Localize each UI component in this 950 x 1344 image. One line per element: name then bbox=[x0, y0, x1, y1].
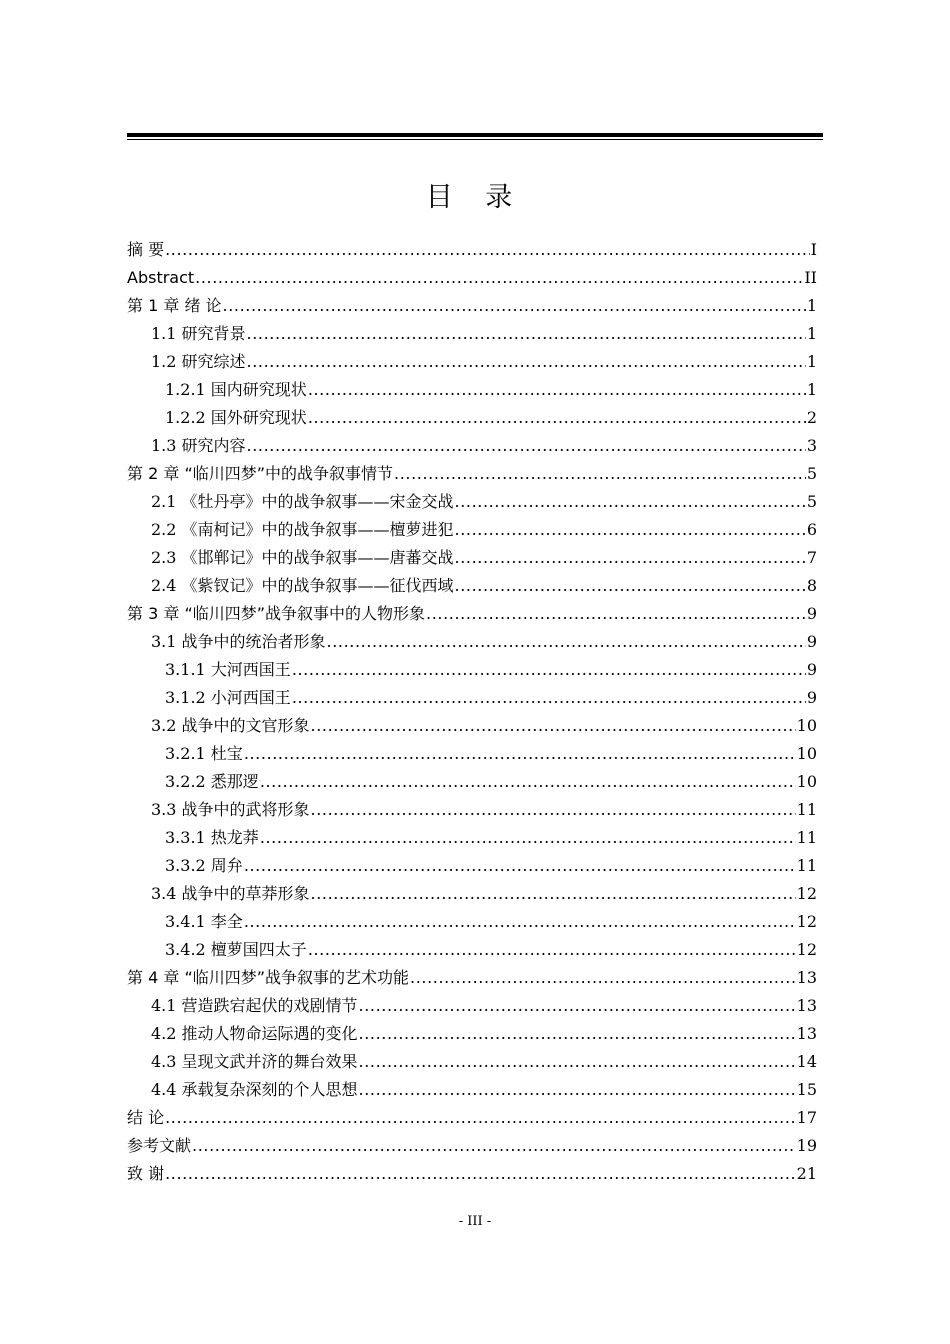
toc-dot-leader bbox=[327, 628, 806, 656]
toc-dot-leader bbox=[394, 460, 806, 488]
toc-dot-leader bbox=[247, 348, 806, 376]
toc-dot-leader bbox=[359, 1076, 796, 1104]
toc-entry-label: 结 论 bbox=[127, 1108, 165, 1127]
toc-entry-label: 2.1 《牡丹亭》中的战争叙事——宋金交战 bbox=[151, 492, 454, 511]
toc-entry-page-number: 1 bbox=[806, 352, 817, 371]
toc-entry-label: 3.1.1 大河西国王 bbox=[165, 660, 291, 679]
header-rule-thin bbox=[127, 139, 823, 140]
toc-entry[interactable] bbox=[127, 880, 817, 908]
toc-entry[interactable] bbox=[127, 264, 817, 292]
toc-entry[interactable] bbox=[127, 460, 817, 488]
toc-entry-label: 第 1 章 绪 论 bbox=[127, 296, 222, 315]
toc-entry-label: 3.4.1 李全 bbox=[165, 912, 243, 931]
toc-entry[interactable] bbox=[127, 1132, 817, 1160]
toc-entry[interactable] bbox=[127, 1160, 817, 1188]
toc-dot-leader bbox=[244, 852, 796, 880]
toc-entry-page-number: 13 bbox=[796, 996, 817, 1015]
toc-entry-label: 2.3 《邯郸记》中的战争叙事——唐蕃交战 bbox=[151, 548, 454, 567]
toc-entry-label: 3.4 战争中的草莽形象 bbox=[151, 884, 310, 903]
toc-entry[interactable] bbox=[127, 516, 817, 544]
toc-entry-page-number: 12 bbox=[796, 912, 817, 931]
toc-dot-leader bbox=[410, 964, 796, 992]
toc-entry-label: 2.4 《紫钗记》中的战争叙事——征伐西域 bbox=[151, 576, 454, 595]
toc-dot-leader bbox=[244, 740, 796, 768]
toc-entry-page-number: 6 bbox=[806, 520, 817, 539]
toc-entry-page-number: 10 bbox=[796, 744, 817, 763]
toc-entry-page-number: 5 bbox=[806, 464, 817, 483]
toc-entry-label: 3.1.2 小河西国王 bbox=[165, 688, 291, 707]
toc-dot-leader bbox=[247, 432, 806, 460]
toc-dot-leader bbox=[247, 320, 806, 348]
toc-entry-label: 第 4 章 “临川四梦”战争叙事的艺术功能 bbox=[127, 968, 410, 987]
toc-entry-page-number: 9 bbox=[806, 660, 817, 679]
toc-entry-label: Abstract bbox=[127, 268, 195, 287]
toc-entry-label: 4.3 呈现文武并济的舞台效果 bbox=[151, 1052, 358, 1071]
toc-entry[interactable] bbox=[127, 712, 817, 740]
toc-entry-label: 3.3.1 热龙莽 bbox=[165, 828, 259, 847]
toc-entry[interactable] bbox=[127, 292, 817, 320]
toc-entry-label: 第 2 章 “临川四梦”中的战争叙事情节 bbox=[127, 464, 394, 483]
toc-entry-label: 1.3 研究内容 bbox=[151, 436, 246, 455]
toc-entry-label: 3.3 战争中的武将形象 bbox=[151, 800, 310, 819]
toc-entry[interactable] bbox=[127, 320, 817, 348]
toc-entry[interactable] bbox=[127, 376, 817, 404]
toc-dot-leader bbox=[165, 1160, 796, 1188]
toc-entry[interactable] bbox=[127, 908, 817, 936]
table-of-contents bbox=[127, 236, 817, 1188]
toc-entry[interactable] bbox=[127, 348, 817, 376]
toc-entry-label: 参考文献 bbox=[127, 1136, 192, 1155]
toc-entry-page-number: 10 bbox=[796, 716, 817, 735]
toc-entry-page-number: 3 bbox=[806, 436, 817, 455]
toc-dot-leader bbox=[195, 264, 803, 292]
toc-entry-label: 3.2.2 悉那逻 bbox=[165, 772, 259, 791]
toc-entry-page-number: 8 bbox=[806, 576, 817, 595]
toc-entry[interactable] bbox=[127, 992, 817, 1020]
toc-entry-page-number: II bbox=[804, 268, 817, 287]
toc-entry-page-number: 12 bbox=[796, 884, 817, 903]
toc-entry[interactable] bbox=[127, 936, 817, 964]
toc-entry-page-number: 7 bbox=[806, 548, 817, 567]
toc-entry[interactable] bbox=[127, 656, 817, 684]
toc-dot-leader bbox=[455, 544, 806, 572]
toc-entry-page-number: 19 bbox=[796, 1136, 817, 1155]
toc-dot-leader bbox=[308, 936, 796, 964]
toc-entry-page-number: 15 bbox=[796, 1080, 817, 1099]
toc-dot-leader bbox=[359, 1020, 796, 1048]
toc-entry[interactable] bbox=[127, 1104, 817, 1132]
toc-entry-label: 第 3 章 “临川四梦”战争叙事中的人物形象 bbox=[127, 604, 426, 623]
toc-entry-page-number: 9 bbox=[806, 632, 817, 651]
toc-entry-page-number: 14 bbox=[796, 1052, 817, 1071]
toc-entry-label: 1.2 研究综述 bbox=[151, 352, 246, 371]
toc-entry-page-number: 11 bbox=[796, 828, 817, 847]
toc-entry-label: 4.2 推动人物命运际遇的变化 bbox=[151, 1024, 358, 1043]
toc-entry[interactable] bbox=[127, 432, 817, 460]
toc-entry-label: 4.1 营造跌宕起伏的戏剧情节 bbox=[151, 996, 358, 1015]
toc-entry-page-number: 1 bbox=[806, 296, 817, 315]
toc-dot-leader bbox=[308, 404, 806, 432]
toc-entry-page-number: 2 bbox=[806, 408, 817, 427]
toc-entry-label: 4.4 承载复杂深刻的个人思想 bbox=[151, 1080, 358, 1099]
toc-entry-page-number: 12 bbox=[796, 940, 817, 959]
toc-dot-leader bbox=[455, 488, 806, 516]
toc-entry-label: 摘 要 bbox=[127, 240, 165, 259]
toc-entry-label: 3.2 战争中的文官形象 bbox=[151, 716, 310, 735]
toc-entry[interactable] bbox=[127, 768, 817, 796]
toc-entry-label: 2.2 《南柯记》中的战争叙事——檀萝进犯 bbox=[151, 520, 454, 539]
toc-entry[interactable] bbox=[127, 1076, 817, 1104]
toc-entry[interactable] bbox=[127, 600, 817, 628]
toc-entry-page-number: 1 bbox=[806, 380, 817, 399]
toc-entry[interactable] bbox=[127, 628, 817, 656]
toc-entry[interactable] bbox=[127, 488, 817, 516]
toc-dot-leader bbox=[223, 292, 806, 320]
page-number-footer: - III - bbox=[458, 1214, 492, 1229]
toc-entry-page-number: 13 bbox=[796, 968, 817, 987]
toc-dot-leader bbox=[260, 824, 796, 852]
toc-entry-label: 1.2.1 国内研究现状 bbox=[165, 380, 307, 399]
page-title: 目 录 bbox=[425, 182, 525, 213]
toc-dot-leader bbox=[359, 992, 796, 1020]
toc-entry[interactable] bbox=[127, 404, 817, 432]
toc-entry[interactable] bbox=[127, 796, 817, 824]
toc-entry-label: 3.3.2 周弁 bbox=[165, 856, 243, 875]
toc-entry-page-number: 9 bbox=[806, 604, 817, 623]
toc-entry-page-number: 11 bbox=[796, 856, 817, 875]
toc-entry-page-number: 9 bbox=[806, 688, 817, 707]
toc-dot-leader bbox=[455, 572, 806, 600]
toc-entry[interactable] bbox=[127, 684, 817, 712]
header-rule-thick bbox=[127, 133, 823, 137]
toc-dot-leader bbox=[311, 796, 796, 824]
toc-entry[interactable] bbox=[127, 824, 817, 852]
toc-entry[interactable] bbox=[127, 1020, 817, 1048]
toc-dot-leader bbox=[260, 768, 796, 796]
toc-entry-page-number: I bbox=[810, 240, 817, 259]
toc-entry[interactable] bbox=[127, 236, 817, 264]
toc-dot-leader bbox=[292, 684, 806, 712]
toc-entry-page-number: 17 bbox=[796, 1108, 817, 1127]
toc-entry-page-number: 1 bbox=[806, 324, 817, 343]
toc-entry-label: 致 谢 bbox=[127, 1164, 165, 1183]
toc-entry-page-number: 10 bbox=[796, 772, 817, 791]
toc-entry[interactable] bbox=[127, 740, 817, 768]
toc-dot-leader bbox=[244, 908, 796, 936]
toc-entry-page-number: 21 bbox=[796, 1164, 817, 1183]
toc-dot-leader bbox=[308, 376, 806, 404]
toc-entry-page-number: 13 bbox=[796, 1024, 817, 1043]
toc-entry[interactable] bbox=[127, 1048, 817, 1076]
toc-entry-page-number: 5 bbox=[806, 492, 817, 511]
toc-entry[interactable] bbox=[127, 544, 817, 572]
toc-entry-page-number: 11 bbox=[796, 800, 817, 819]
toc-dot-leader bbox=[359, 1048, 796, 1076]
toc-entry-label: 3.2.1 杜宝 bbox=[165, 744, 243, 763]
toc-dot-leader bbox=[192, 1132, 796, 1160]
toc-entry[interactable] bbox=[127, 852, 817, 880]
toc-entry[interactable] bbox=[127, 964, 817, 992]
toc-dot-leader bbox=[311, 880, 796, 908]
toc-dot-leader bbox=[292, 656, 806, 684]
toc-entry-label: 3.1 战争中的统治者形象 bbox=[151, 632, 326, 651]
toc-entry-label: 1.1 研究背景 bbox=[151, 324, 246, 343]
toc-dot-leader bbox=[311, 712, 796, 740]
toc-dot-leader bbox=[455, 516, 806, 544]
toc-entry-label: 3.4.2 檀萝国四太子 bbox=[165, 940, 307, 959]
toc-dot-leader bbox=[165, 1104, 796, 1132]
toc-entry[interactable] bbox=[127, 572, 817, 600]
toc-dot-leader bbox=[426, 600, 806, 628]
toc-dot-leader bbox=[165, 236, 810, 264]
toc-entry-label: 1.2.2 国外研究现状 bbox=[165, 408, 307, 427]
